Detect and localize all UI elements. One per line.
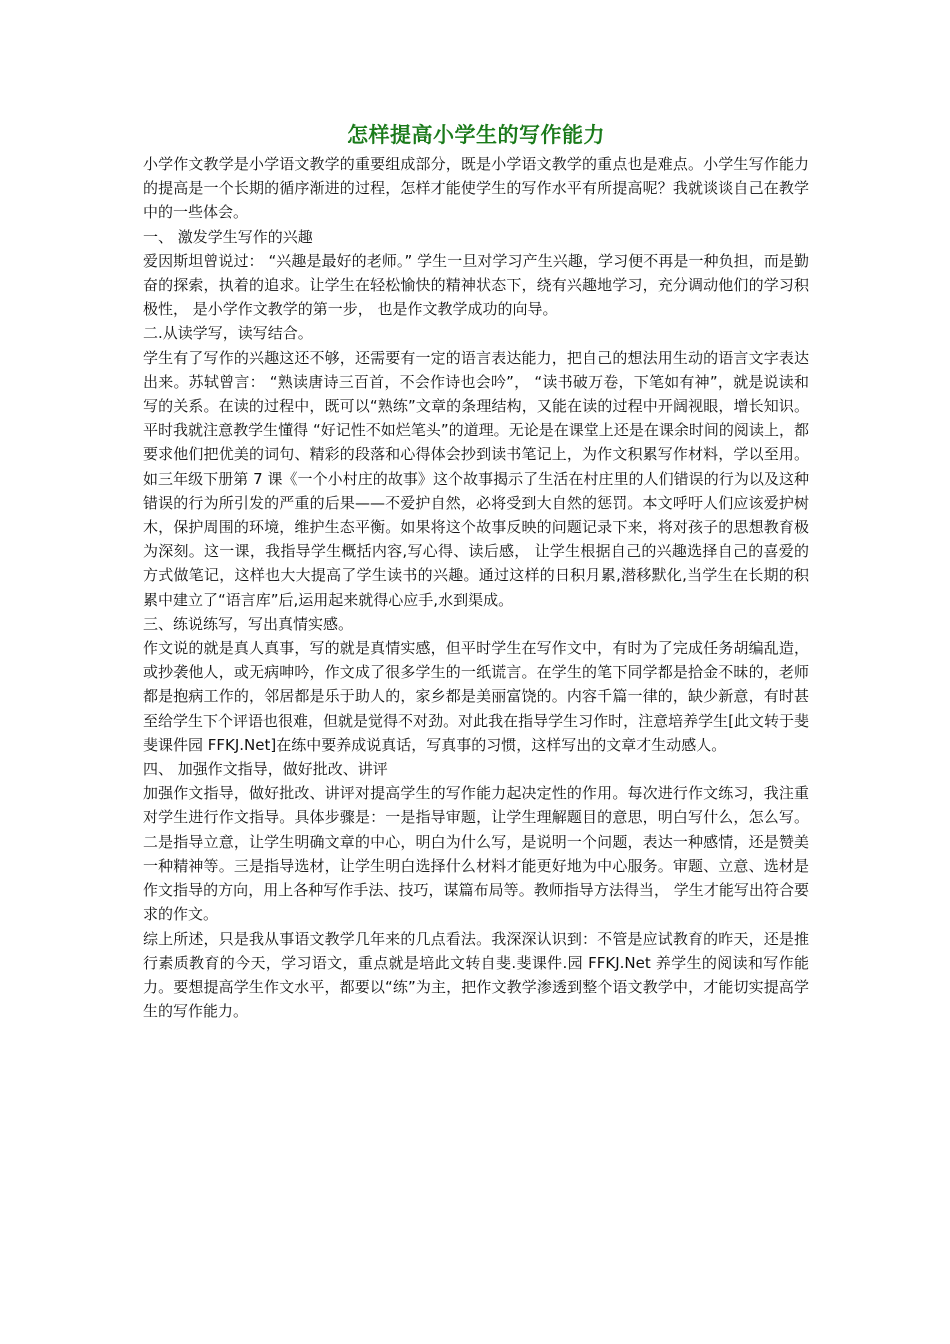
document-page — [143, 118, 809, 1023]
section-3-heading: 三、练说练写，写出真情实感。 — [143, 614, 354, 633]
section-4-body: 加强作文指导，做好批改、讲评对提高学生的写作能力起决定性的作用。每次进行作文练习，我注重对学生进行作文指导。具体步骤是：一是指导审题，让学生理解题目的意思，明白写什么，怎么写。二是指导立意，让学生明确文章的中心，明白为什么写，是说明一个问题，表达一种感情，还是赞美一种精神等。三是指导选材，让学生明白选择什么材料才能更好地为中心服务。审题、立意、选材是作文指导的方向，用上各种写作手法、技巧，谋篇布局等。教师指导方法得当， 学生才能写出符合要求的作文。 — [143, 784, 809, 924]
section-3-body: 作文说的就是真人真事，写的就是真情实感，但平时学生在写作文中，有时为了完成任务胡编乱造，或抄袭他人，或无病呻吟，作文成了很多学生的一纸谎言。在学生的笔下同学都是拾金不昧的，老师都是抱病工作的，邻居都是乐于助人的，家乡都是美丽富饶的。内容千篇一律的，缺少新意，有时甚至给学生下个评语也很难，但就是觉得不对劲。对此我在指导学生习作时，注意培养学生[此文转于斐斐课件园 FFKJ.Net]在练中要养成说真话，写真事的习惯，这样写出的文章才生动感人。 — [143, 639, 809, 754]
intro-paragraph: 小学作文教学是小学语文教学的重要组成部分，既是小学语文教学的重点也是难点。小学生写作能力的提高是一个长期的循序渐进的过程，怎样才能使学生的写作水平有所提高呢？我就谈谈自己在教学中的一些体会。 — [143, 155, 809, 222]
section-1-body: 爱因斯坦曾说过： “兴趣是最好的老师。” 学生一旦对学习产生兴趣，学习便不再是一种负担，而是勤奋的探索，执着的追求。让学生在轻松愉快的精神状态下，绕有兴趣地学习，充分调动他们的学习积极性， 是小学作文教学的第一步， 也是作文教学成功的向导。 — [143, 251, 809, 319]
section-4-heading: 四、 加强作文指导，做好批改、讲评 — [143, 760, 388, 779]
section-2-body: 学生有了写作的兴趣这还不够，还需要有一定的语言表达能力，把自己的想法用生动的语言文字表达出来。苏轼曾言： “熟读唐诗三百首，不会作诗也会吟”， “读书破万卷，下笔如有神”，就是说读和写的关系。在读的过程中，既可以“熟练”文章的条理结构，又能在读的过程中开阔视眼，增长知识。平时我就注意教学生懂得 “好记性不如烂笔头”的道理。无论是在课堂上还是在课余时间的阅读上，都要求他们把优美的词句、精彩的段落和心得体会抄到读书笔记上，为作文积累写作材料，学以至用。如三年级下册第 7 课《一个小村庄的故事》这个故事揭示了生活在村庄里的人们错误的行为以及这种错误的行为所引发的严重的后果——不爱护自然，必将受到大自然的惩罚。本文呼吁人们应该爱护树木，保护周围的环境，维护生态平衡。如果将这个故事反映的问题记录下来，将对孩子的思想教育极为深刻。这一课，我指导学生概括内容,写心得、读后感， 让学生根据自己的兴趣选择自己的喜爱的方式做笔记，这样也大大提高了学生读书的兴趣。通过这样的日积月累,潜移默化,当学生在长期的积累中建立了“语言库”后,运用起来就得心应手,水到渠成。 — [143, 348, 809, 609]
section-1-heading: 一、 激发学生写作的兴趣 — [143, 227, 313, 246]
document-title: 怎样提高小学生的写作能力 — [347, 123, 605, 147]
section-2-heading: 二.从读学写，读写结合。 — [143, 324, 313, 343]
conclusion-paragraph: 综上所述，只是我从事语文教学几年来的几点看法。我深深认识到：不管是应试教育的昨天，还是推行素质教育的今天，学习语文，重点就是培此文转自斐.斐课件.园 FFKJ.Net 养学生的阅读和写作能力。要想提高学生作文水平，都要以“练”为主，把作文教学渗透到整个语文教学中，才能切实提高学生的写作能力。 — [143, 929, 809, 1021]
